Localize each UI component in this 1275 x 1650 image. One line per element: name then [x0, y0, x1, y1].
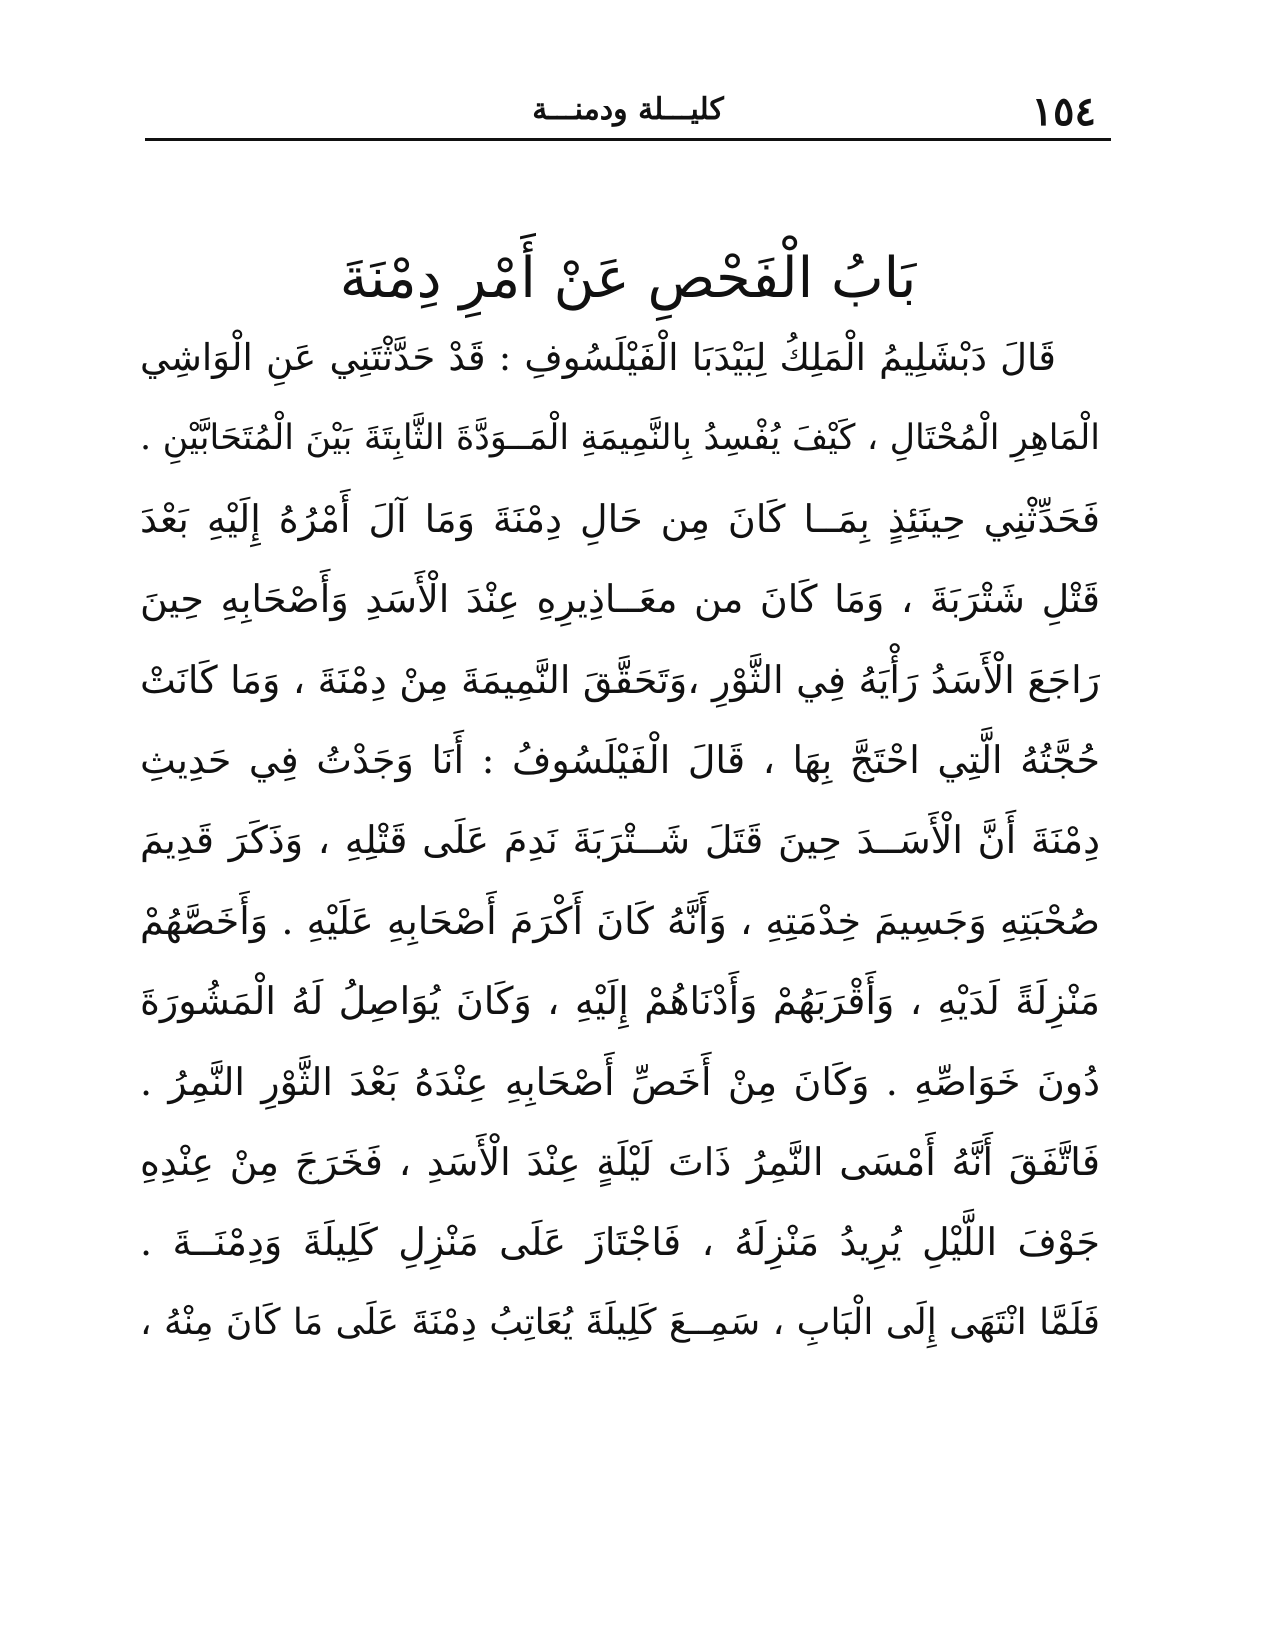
text-line: قَتْلِ شَتْرَبَةَ ، وَمَا كَانَ من معَــاذِيرِهِ عِنْدَ الْأَسَدِ وَأَصْحَابِهِ حِينَ: [140, 577, 1100, 622]
text-line: دِمْنَةَ أَنَّ الْأَسَــدَ حِينَ قَتَلَ شَــتْرَبَةَ نَدِمَ عَلَى قَتْلِهِ ، وَذَكَرَ قَدِيمَ: [140, 818, 1100, 863]
text-line: حُجَّتُهُ الَّتِي احْتَجَّ بِهَا ، قَالَ الْفَيْلَسُوفُ : أَنَا وَجَدْتُ فِي حَدِيثِ: [140, 737, 1100, 782]
chapter-title: بَابُ الْفَحْصِ عَنْ أَمْرِ دِمْنَةَ: [339, 245, 917, 311]
text-line: فَاتَّفَقَ أَنَّهُ أَمْسَى النَّمِرُ ذَاتَ لَيْلَةٍ عِنْدَ الْأَسَدِ ، فَخَرَجَ مِنْ عِنْدِهِ: [140, 1139, 1100, 1184]
text-line: قَالَ دَبْشَلِيمُ الْمَلِكُ لِبَيْدَبَا الْفَيْلَسُوفِ : قَدْ حَدَّثْتَنِي عَنِ الْوَاشِي: [140, 336, 1056, 379]
book-title: كليـــلة ودمنـــة: [532, 92, 724, 127]
running-header: [148, 84, 1108, 136]
text-line: مَنْزِلَةً لَدَيْهِ ، وَأَقْرَبَهُمْ وَأَدْنَاهُمْ إِلَيْهِ ، وَكَانَ يُوَاصِلُ لَهُ الْمَشُورَةَ: [140, 979, 1100, 1024]
text-line: جَوْفَ اللَّيْلِ يُرِيدُ مَنْزِلَهُ ، فَاجْتَازَ عَلَى مَنْزِلِ كَلِيلَةَ وَدِمْنَــةَ .: [140, 1220, 1100, 1265]
text-line: صُحْبَتِهِ وَجَسِيمَ خِدْمَتِهِ ، وَأَنَّهُ كَانَ أَكْرَمَ أَصْحَابِهِ عَلَيْهِ . وَأَخَصَّهُمْ: [140, 898, 1100, 943]
text-line: رَاجَعَ الْأَسَدُ رَأْيَهُ فِي الثَّوْرِ ،وَتَحَقَّقَ النَّمِيمَةَ مِنْ دِمْنَةَ ، وَمَا كَانَتْ: [140, 657, 1100, 702]
text-line: فَلَمَّا انْتَهَى إِلَى الْبَابِ ، سَمِــعَ كَلِيلَةَ يُعَاتِبُ دِمْنَةَ عَلَى مَا كَانَ مِنْهُ ،: [140, 1301, 1100, 1343]
body-text: [140, 318, 1100, 1363]
text-line: دُونَ خَوَاصِّهِ . وَكَانَ مِنْ أَخَصِّ أَصْحَابِهِ عِنْدَهُ بَعْدَ الثَّوْرِ النَّمِرُ .: [140, 1059, 1100, 1104]
text-line: الْمَاهِرِ الْمُحْتَالِ ، كَيْفَ يُفْسِدُ بِالنَّمِيمَةِ الْمَــوَدَّةَ الثَّابِتَةَ بَيْنَ الْمُتَحَابَّيْنِ .: [140, 418, 1100, 459]
page-number: ١٥٤: [1031, 88, 1096, 135]
header-divider: [145, 138, 1111, 141]
text-line: فَحَدِّثْنِي حِينَئِذٍ بِمَــا كَانَ مِن حَالِ دِمْنَةَ وَمَا آلَ أَمْرُهُ إِلَيْهِ بَعْدَ: [140, 496, 1100, 541]
